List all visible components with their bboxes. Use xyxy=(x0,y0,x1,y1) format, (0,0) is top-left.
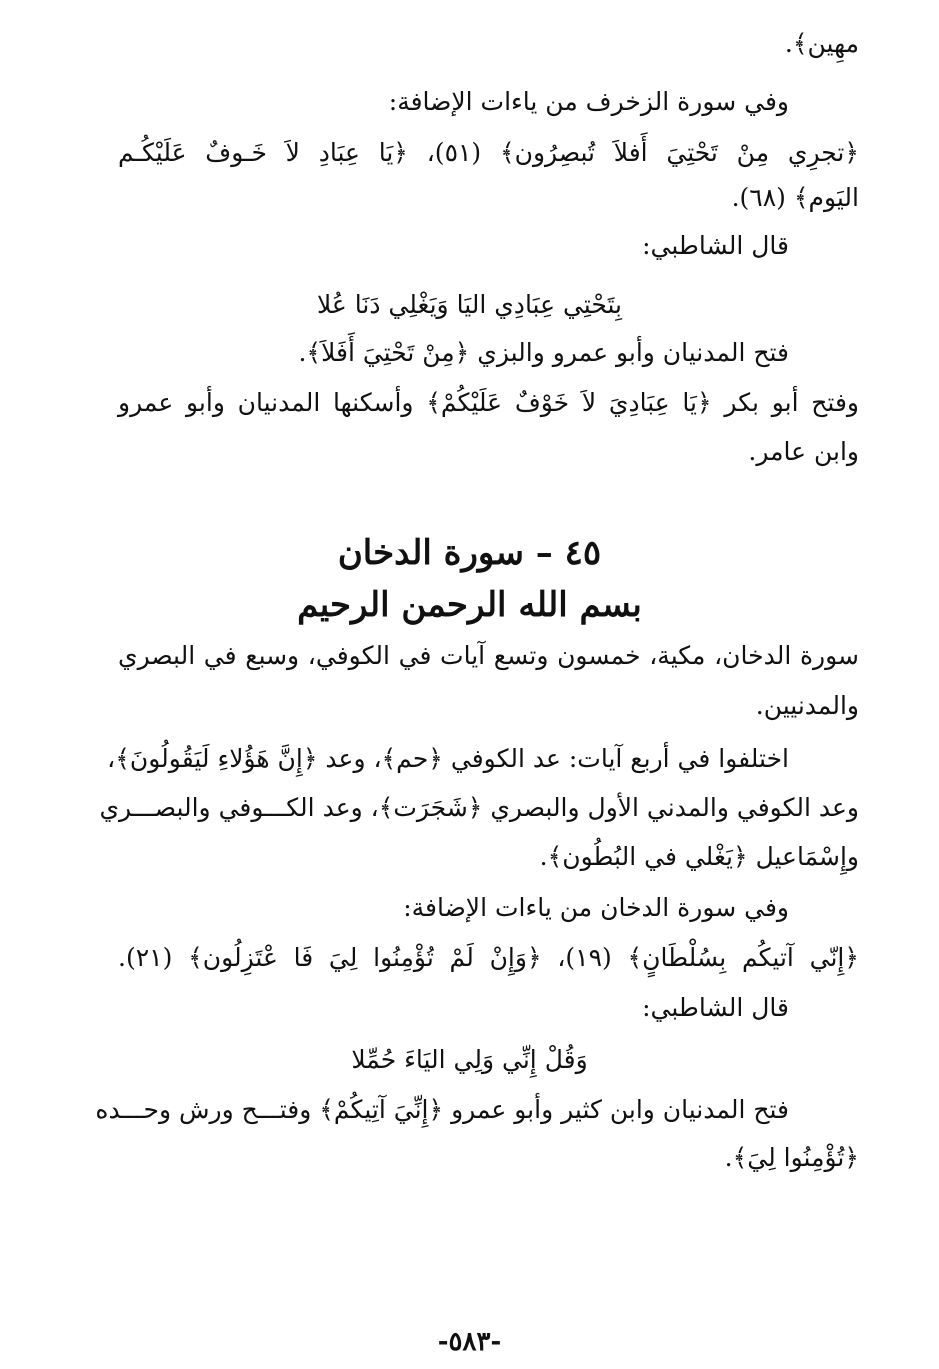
text-line: وإِسْمَاعيل ﴿يَغْلي في البُطُون﴾. xyxy=(539,842,859,871)
poem-verse: وَقُلْ إِنِّي وَلِي اليَاءَ حُمِّلا xyxy=(351,1045,588,1074)
basmala-heading: بسم الله الرحمن الرحيم xyxy=(297,585,642,625)
surah-heading: ٤٥ – سورة الدخان xyxy=(337,533,602,573)
text-line: فتح المدنيان وأبو عمرو والبزي ﴿مِنْ تَحْتِيَ أَفَلاَ﴾. xyxy=(298,338,789,367)
text-line: وفي سورة الدخان من ياءات الإضافة: xyxy=(403,893,789,922)
quran-citation-line: ﴿إِنّي آتيكُم بِسُلْطَانٍ﴾ (١٩)، ﴿وَإِنْ لَمْ تُؤْمِنُوا لِيَ فَا عْتَزِلُون﴾ (٢١). xyxy=(118,943,859,972)
text-line: اليَوم﴾ (٦٨). xyxy=(731,183,859,212)
text-line: فتح المدنيان وابن كثير وأبو عمرو ﴿إِنِّيَ آتِيكُمْ﴾ وفتـــح ورش وحـــده xyxy=(95,1095,789,1124)
quran-citation-line: ﴿تجرِي مِنْ تَحْتِيَ أَفلاَ تُبصِرُون﴾ (٥١)، ﴿يَا عِبَادِ لاَ خَـوفٌ عَلَيْكُـم xyxy=(118,138,859,167)
page-number: -٥٨٣- xyxy=(437,1327,502,1357)
text-line: وفتح أبو بكر ﴿يَا عِبَادِيَ لاَ خَوْفٌ عَلَيْكُمْ﴾ وأسكنها المدنيان وأبو عمرو xyxy=(118,388,859,417)
text-line: سورة الدخان، مكية، خمسون وتسع آيات في الكوفي، وسبع في البصري xyxy=(118,641,859,670)
text-line: والمدنيين. xyxy=(755,691,859,720)
text-line: مهِين﴾. xyxy=(784,29,859,58)
text-line: وفي سورة الزخرف من ياءات الإضافة: xyxy=(388,87,789,116)
text-line: قال الشاطبي: xyxy=(642,231,789,260)
text-line: وابن عامر. xyxy=(748,437,859,466)
text-line: وعد الكوفي والمدني الأول والبصري ﴿شَجَرَت﴾، وعد الكـــوفي والبصـــري xyxy=(99,793,859,822)
poem-verse: بِتَحْتِي عِبَادِي اليَا وَيَغْلِي دَنَا عُلا xyxy=(316,290,622,319)
text-line: قال الشاطبي: xyxy=(642,993,789,1022)
text-line: ﴿تُؤْمِنُوا لِيَ﴾. xyxy=(724,1143,859,1172)
text-line: اختلفوا في أربع آيات: عد الكوفي ﴿حم﴾، وعد ﴿إِنَّ هَؤُلاءِ لَيَقُولُونَ﴾، xyxy=(107,744,789,773)
